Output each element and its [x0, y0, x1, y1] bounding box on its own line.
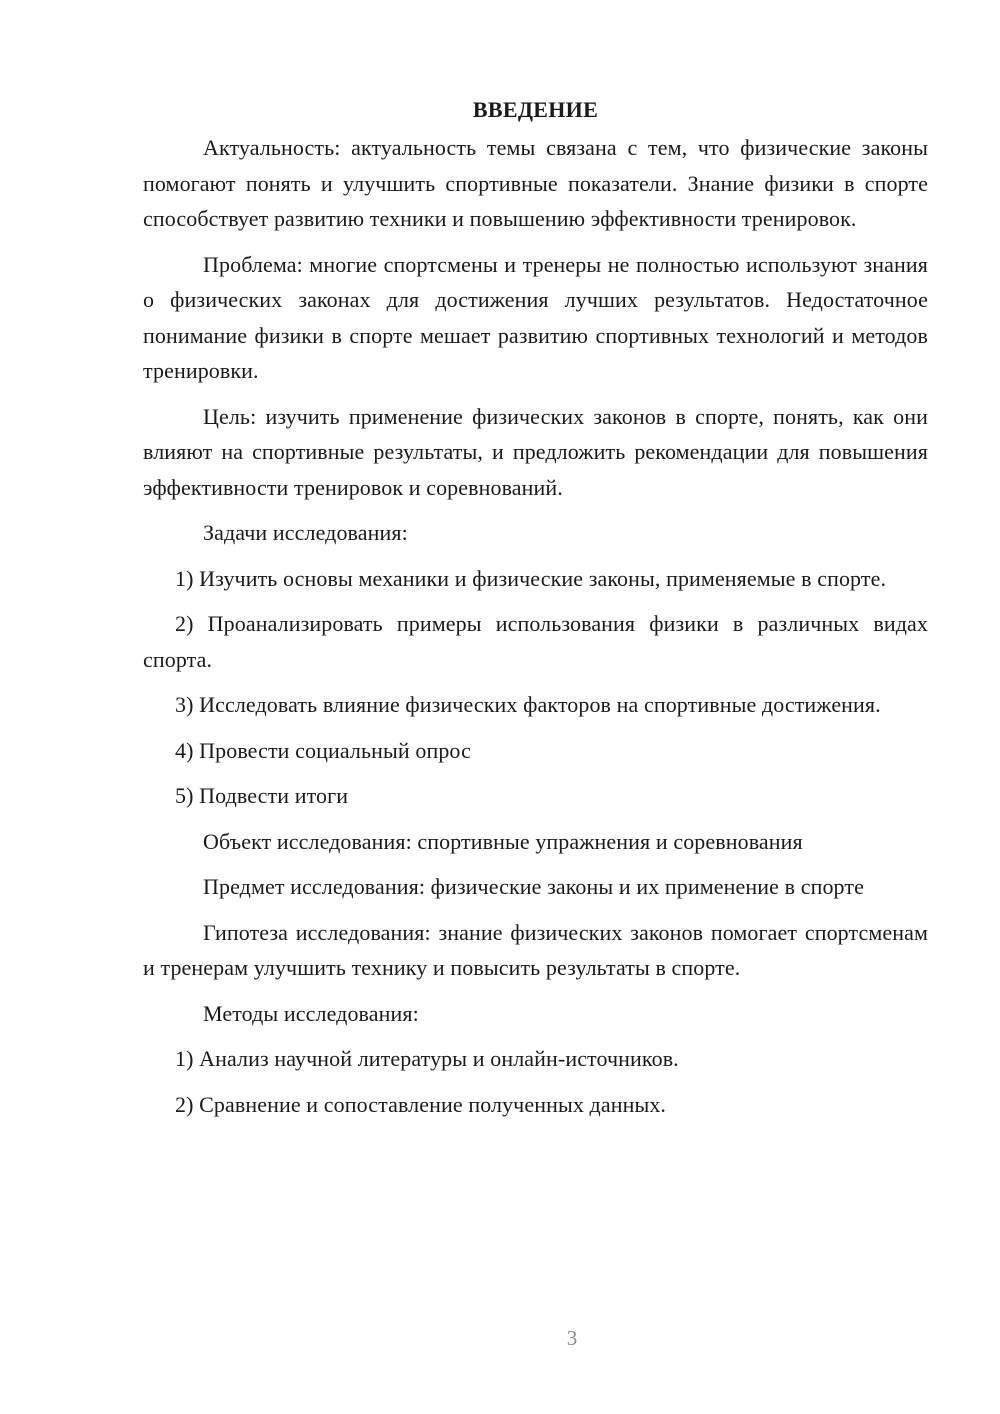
task-item-2: 2) Проанализировать примеры использования физики в различных видах спорта.: [143, 611, 928, 672]
page-number: 3: [566, 1326, 578, 1350]
task-item-1: 1) Изучить основы механики и физические законы, применяемые в спорте.: [175, 565, 887, 591]
document-page: [143, 92, 928, 1132]
problem-paragraph: Проблема: многие спортсмены и тренеры не полностью используют знания о физических законах для достижения лучших результатов. Недостаточное понимание физики в спорте мешает развитию спортивных технологий и методов тренировки.: [143, 251, 928, 383]
goal-paragraph: Цель: изучить применение физических законов в спорте, понять, как они влияют на спортивные результаты, и предложить рекомендации для повышения эффективности тренировок и соревнований.: [143, 403, 928, 500]
task-item-4: 4) Провести социальный опрос: [175, 737, 471, 763]
subject-paragraph: Предмет исследования: физические законы и их применение в спорте: [203, 874, 864, 899]
object-paragraph: Объект исследования: спортивные упражнения и соревнования: [203, 828, 803, 854]
task-item-5: 5) Подвести итоги: [175, 783, 349, 808]
methods-heading: Методы исследования:: [203, 1000, 419, 1026]
hypothesis-paragraph: Гипотеза исследования: знание физических законов помогает спортсменам и тренерам улучшить технику и повысить результаты в спорте.: [143, 919, 928, 980]
section-title: ВВЕДЕНИЕ: [472, 97, 599, 122]
relevance-paragraph: Актуальность: актуальность темы связана с тем, что физические законы помогают понять и улучшить спортивные показатели. Знание физики в спорте способствует развитию техники и повышению эффективности тренировок.: [143, 135, 928, 231]
task-item-3: 3) Исследовать влияние физических факторов на спортивные достижения.: [175, 692, 881, 717]
method-item-1: 1) Анализ научной литературы и онлайн-источников.: [175, 1046, 679, 1071]
method-item-2: 2) Сравнение и сопоставление полученных данных.: [175, 1091, 667, 1117]
tasks-heading: Задачи исследования:: [203, 520, 408, 545]
